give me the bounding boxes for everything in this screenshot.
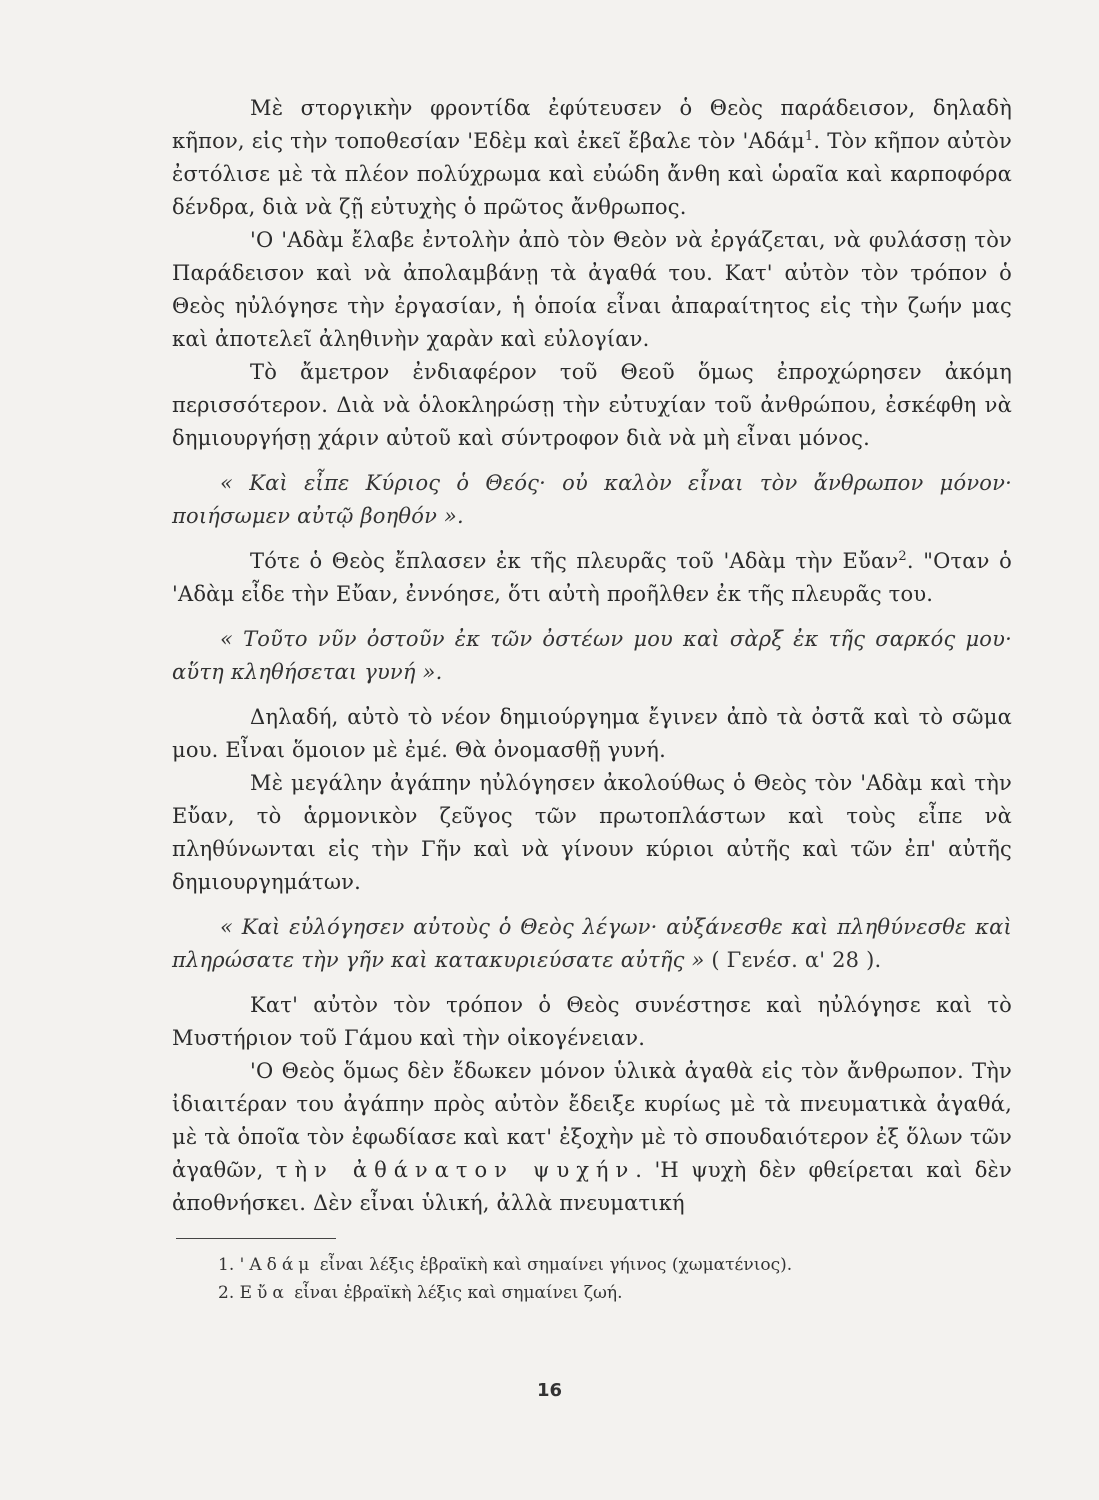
quote-be-fruitful-text: « Καὶ εὐλόγησεν αὐτοὺς ὁ Θεὸς λέγων· αὐξάνεσθε καὶ πληθύνεσθε καὶ πληρώσατε τὴν γῆν καὶ κατακυριεύσατε αὐτῆς » [172,915,1012,972]
paragraph-eve-created [172,545,1012,611]
paragraph-eve-text: Τότε ὁ Θεὸς ἔπλασεν ἐκ τῆς πλευρᾶς τοῦ 'Αδὰμ τὴν Εὔαν [250,549,899,573]
footnote-1-text: εἶναι λέξις ἑβραϊκὴ καὶ σημαίνει γήινος (χωματένιος). [314,1255,793,1275]
paragraph-garden [172,92,1012,224]
footnote-2-number: 2. [218,1283,235,1303]
footnote-ref-2: 2 [898,549,907,564]
page-number: 16 [536,1380,563,1401]
paragraph-commandment: 'Ο 'Αδὰμ ἔλαβε ἐντολὴν ἀπὸ τὸν Θεὸν νὰ ἐργάζεται, νὰ φυλάσσῃ τὸν Παράδεισον καὶ νὰ ἀπολαμβάνῃ τὰ ἀγαθά του. Κατ' αὐτὸν τὸν τρόπον ὁ Θεὸς ηὐλόγησε τὴν ἐργασίαν, ἡ ὁποία εἶναι ἀπαραίτητος εἰς τὴν ζωήν μας καὶ ἀποτελεῖ ἀληθινὴν χαρὰν καὶ εὐλογίαν. [172,228,1012,351]
paragraph-garden-text: Μὲ στοργικὴν φροντίδα ἐφύτευσεν ὁ Θεὸς παράδεισον, δηλαδὴ κῆπον, εἰς τὴν τοποθεσίαν 'Εδὲμ καὶ ἐκεῖ ἔβαλε τὸν 'Αδάμ [172,96,1012,153]
quote-bone-of-bones: « Τοῦτο νῦν ὀστοῦν ἐκ τῶν ὀστέων μου καὶ σὰρξ ἐκ τῆς σαρκός μου· αὕτη κληθήσεται γυνή ». [172,627,1012,684]
paragraph-soul-text-rest: . 'Η ψυχὴ δὲν φθείρεται καὶ δὲν ἀποθνήσκει. Δὲν εἶναι ὑλική, ἀλλὰ πνευματική [172,1158,1012,1215]
footnote-2 [218,1279,1012,1307]
immortal-soul-emphasis: τὴν ἀθάνατον ψυχήν [275,1158,636,1182]
paragraph-soul-text: 'Ο Θεὸς ὅμως δὲν ἔδωκεν μόνον ὑλικὰ ἀγαθὰ εἰς τὸν ἄνθρωπον. Τὴν ἰδιαιτέραν του ἀγάπην πρὸς αὐτὸν ἔδειξε κυρίως μὲ τὰ πνευματικὰ ἀγαθά, μὲ τὰ ὁποῖα τὸν ἐφωδίασε καὶ κατ' ἐξοχὴν μὲ τὸ σπουδαιότερον ἐξ ὅλων τῶν ἀγαθῶν, [172,1059,1012,1182]
footnotes [172,1251,1012,1307]
footnote-divider [176,1238,336,1239]
paragraph-marriage: Κατ' αὐτὸν τὸν τρόπον ὁ Θεὸς συνέστησε καὶ ηὐλόγησε καὶ τὸ Μυστήριον τοῦ Γάμου καὶ τὴν οἰκογένειαν. [172,993,1012,1050]
page-body [172,92,1012,1307]
quote-be-fruitful [172,911,1012,977]
paragraph-eve-text-rest: . "Οταν ὁ 'Αδὰμ εἶδε τὴν Εὔαν, ἐννόησε, ὅτι αὐτὴ προῆλθεν ἐκ τῆς πλευρᾶς του. [172,549,1012,606]
quote-not-good-alone: « Καὶ εἶπε Κύριος ὁ Θεός· οὐ καλὸν εἶναι τὸν ἄνθρωπον μόνον· ποιήσωμεν αὐτῷ βοηθόν ». [172,471,1012,528]
quote-reference: ( Γενέσ. α' 28 ). [704,948,882,972]
footnote-ref-1: 1 [804,129,814,144]
paragraph-companion: Τὸ ἄμετρον ἐνδιαφέρον τοῦ Θεοῦ ὅμως ἐπροχώρησεν ἀκόμη περισσότερον. Διὰ νὰ ὁλοκληρώσῃ τὴν εὐτυχίαν τοῦ ἀνθρώπου, ἐσκέφθη νὰ δημιουργήσῃ χάριν αὐτοῦ καὶ σύντροφον διὰ νὰ μὴ εἶναι μόνος. [172,360,1012,450]
paragraph-garden-text-rest: . Τὸν κῆπον αὐτὸν ἐστόλισε μὲ τὰ πλέον πολύχρωμα καὶ εὐώδη ἄνθη καὶ ὡραῖα καὶ καρποφόρα δένδρα, διὰ νὰ ζῇ εὐτυχὴς ὁ πρῶτος ἄνθρωπος. [172,129,1012,219]
footnote-2-text: εἶναι ἑβραϊκὴ λέξις καὶ σημαίνει ζωή. [288,1283,623,1303]
paragraph-namely: Δηλαδή, αὐτὸ τὸ νέον δημιούργημα ἔγινεν ἀπὸ τὰ ὀστᾶ καὶ τὸ σῶμα μου. Εἶναι ὅμοιον μὲ ἐμέ. Θὰ ὀνομασθῇ γυνή. [172,705,1012,762]
footnote-1 [218,1251,1012,1279]
paragraph-soul [172,1055,1012,1220]
paragraph-blessing: Μὲ μεγάλην ἀγάπην ηὐλόγησεν ἀκολούθως ὁ Θεὸς τὸν 'Αδὰμ καὶ τὴν Εὔαν, τὸ ἁρμονικὸν ζεῦγος τῶν πρωτοπλάστων καὶ τοὺς εἶπε νὰ πληθύνωνται εἰς τὴν Γῆν καὶ νὰ γίνουν κύριοι αὐτῆς καὶ τῶν ἐπ' αὐτῆς δημιουργημάτων. [172,771,1012,894]
footnote-2-term: Εὔα [239,1283,289,1303]
footnote-1-term: 'Αδάμ [239,1255,315,1275]
footnote-1-number: 1. [218,1255,235,1275]
